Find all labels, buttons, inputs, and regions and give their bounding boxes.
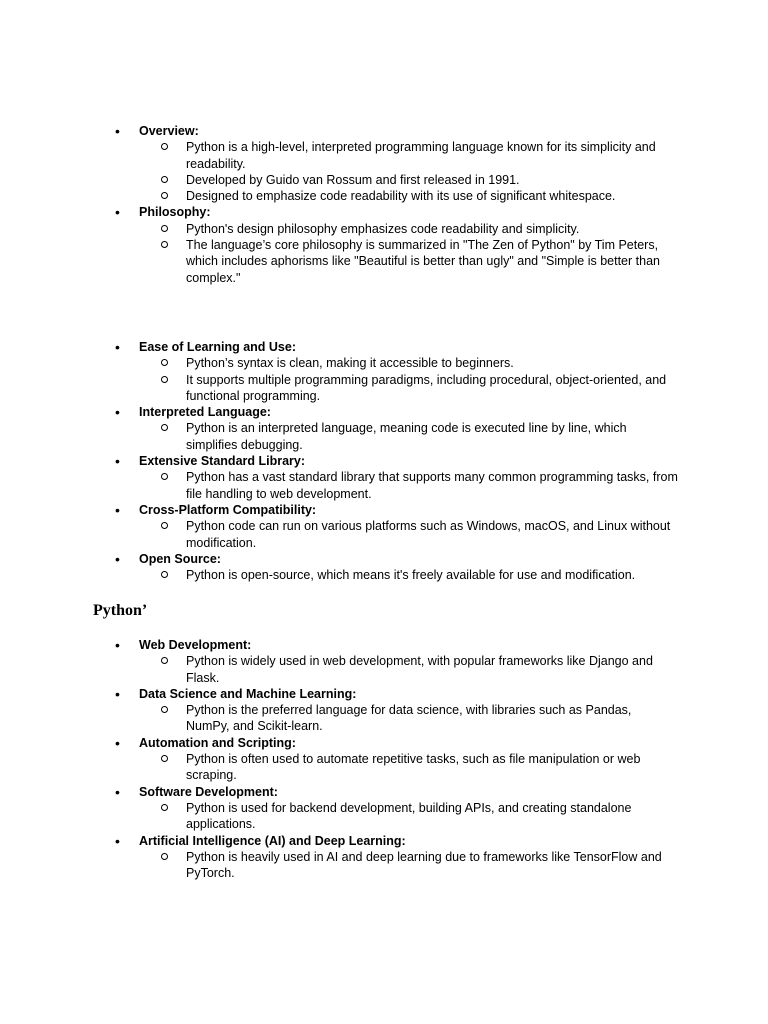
- list-item-software-development: [0, 784, 768, 833]
- circle-bullet-icon: [161, 176, 168, 183]
- circle-bullet-icon: [161, 571, 168, 578]
- section-uses: [0, 637, 768, 881]
- section-features: [0, 339, 768, 583]
- bullet-icon: •: [115, 501, 120, 518]
- sub-item: [0, 221, 768, 237]
- bullet-icon: •: [115, 453, 120, 470]
- circle-bullet-icon: [161, 804, 168, 811]
- circle-bullet-icon: [161, 755, 168, 762]
- sub-item: [0, 139, 768, 172]
- sub-list: [0, 800, 768, 833]
- bullet-icon: •: [115, 204, 120, 221]
- bullet-icon: •: [115, 832, 120, 849]
- circle-bullet-icon: [161, 241, 168, 248]
- circle-bullet-icon: [161, 706, 168, 713]
- list-item-web-development: [0, 637, 768, 686]
- circle-bullet-icon: [161, 376, 168, 383]
- list-item-ease-of-learning: [0, 339, 768, 404]
- item-title: Cross-Platform Compatibility:: [139, 502, 317, 517]
- item-title: Software Development:: [139, 784, 278, 799]
- item-title: Automation and Scripting:: [139, 735, 296, 750]
- sub-item-text: Python is a high-level, interpreted programming language known for its simplicity and readability.: [186, 140, 656, 171]
- sub-item-text: Python is often used to automate repetitive tasks, such as file manipulation or web scraping.: [186, 752, 641, 783]
- sub-item: [0, 420, 768, 453]
- bullet-icon: •: [115, 404, 120, 421]
- item-title: Extensive Standard Library:: [139, 454, 306, 469]
- circle-bullet-icon: [161, 359, 168, 366]
- bullet-icon: •: [115, 685, 120, 702]
- sub-item-text: Python is widely used in web development, with popular frameworks like Django and Flask.: [186, 654, 653, 685]
- sub-item-text: Python is the preferred language for data science, with libraries such as Pandas, NumPy, and Scikit-learn.: [186, 703, 632, 734]
- sub-item-text: The language’s core philosophy is summarized in "The Zen of Python" by Tim Peters, which includes aphorisms like "Beautiful is better than ugly" and "Simple is better than complex.": [186, 238, 660, 285]
- item-title: Overview:: [139, 124, 199, 138]
- circle-bullet-icon: [161, 225, 168, 232]
- item-title: Data Science and Machine Learning:: [139, 686, 357, 701]
- circle-bullet-icon: [161, 853, 168, 860]
- item-title: Philosophy:: [139, 205, 211, 220]
- sub-list: [0, 567, 768, 583]
- item-title: Open Source:: [139, 551, 221, 566]
- bullet-list: [0, 637, 768, 881]
- sub-item: [0, 849, 768, 882]
- bullet-icon: •: [115, 783, 120, 800]
- sub-list: [0, 849, 768, 882]
- circle-bullet-icon: [161, 522, 168, 529]
- list-item-overview: [0, 123, 768, 204]
- sub-item-text: Python’s syntax is clean, making it accessible to beginners.: [186, 356, 514, 371]
- sub-item-text: Python is open-source, which means it's freely available for use and modification.: [186, 568, 636, 583]
- sub-list: [0, 518, 768, 551]
- sub-item: [0, 567, 768, 583]
- sub-list: [0, 751, 768, 784]
- bullet-icon: •: [115, 123, 120, 139]
- sub-list: [0, 469, 768, 502]
- sub-item: [0, 172, 768, 188]
- list-item-cross-platform: [0, 502, 768, 551]
- list-item-ai-deep-learning: [0, 833, 768, 882]
- sub-item: [0, 372, 768, 405]
- sub-item: [0, 469, 768, 502]
- circle-bullet-icon: [161, 143, 168, 150]
- list-item-standard-library: [0, 453, 768, 502]
- sub-item-text: Python is used for backend development, building APIs, and creating standalone applications.: [186, 800, 632, 832]
- sub-item-text: Python has a vast standard library that supports many common programming tasks, from file handling to web development.: [186, 470, 678, 501]
- sub-item-text: Designed to emphasize code readability with its use of significant whitespace.: [186, 189, 616, 204]
- list-item-philosophy: [0, 204, 768, 285]
- bullet-icon: •: [115, 637, 120, 653]
- sub-list: [0, 420, 768, 453]
- item-title: Artificial Intelligence (AI) and Deep Learning:: [139, 833, 406, 848]
- item-title: Web Development:: [139, 638, 252, 652]
- sub-list: [0, 355, 768, 404]
- bullet-icon: •: [115, 550, 120, 567]
- sub-item: [0, 751, 768, 784]
- sub-list: [0, 702, 768, 735]
- list-item-automation: [0, 735, 768, 784]
- bullet-list: [0, 123, 768, 286]
- bullet-list: [0, 339, 768, 583]
- sub-item-text: Python's design philosophy emphasizes code readability and simplicity.: [186, 221, 580, 236]
- sub-list: [0, 139, 768, 204]
- sub-item-text: Python code can run on various platforms such as Windows, macOS, and Linux without modification.: [186, 519, 671, 550]
- list-item-interpreted-language: [0, 404, 768, 453]
- sub-item: [0, 237, 768, 286]
- sub-item-text: Python is heavily used in AI and deep learning due to frameworks like TensorFlow and PyTorch.: [186, 849, 662, 881]
- section-heading: Python’: [93, 602, 148, 619]
- item-title: Interpreted Language:: [139, 405, 271, 420]
- sub-item: [0, 800, 768, 833]
- sub-item: [0, 518, 768, 551]
- sub-item: [0, 653, 768, 686]
- circle-bullet-icon: [161, 424, 168, 431]
- sub-item: [0, 355, 768, 371]
- circle-bullet-icon: [161, 657, 168, 664]
- circle-bullet-icon: [161, 473, 168, 480]
- sub-list: [0, 221, 768, 286]
- bullet-icon: •: [115, 339, 120, 355]
- circle-bullet-icon: [161, 192, 168, 199]
- section-overview: [0, 123, 768, 286]
- list-item-data-science: [0, 686, 768, 735]
- bullet-icon: •: [115, 734, 120, 751]
- sub-item: [0, 188, 768, 204]
- sub-item-text: Python is an interpreted language, meaning code is executed line by line, which simplifies debugging.: [186, 421, 627, 452]
- item-title: Ease of Learning and Use:: [139, 340, 296, 354]
- sub-item-text: Developed by Guido van Rossum and first released in 1991.: [186, 172, 520, 187]
- sub-list: [0, 653, 768, 686]
- sub-item-text: It supports multiple programming paradigms, including procedural, object-oriented, and functional programming.: [186, 372, 667, 403]
- sub-item: [0, 702, 768, 735]
- list-item-open-source: [0, 551, 768, 584]
